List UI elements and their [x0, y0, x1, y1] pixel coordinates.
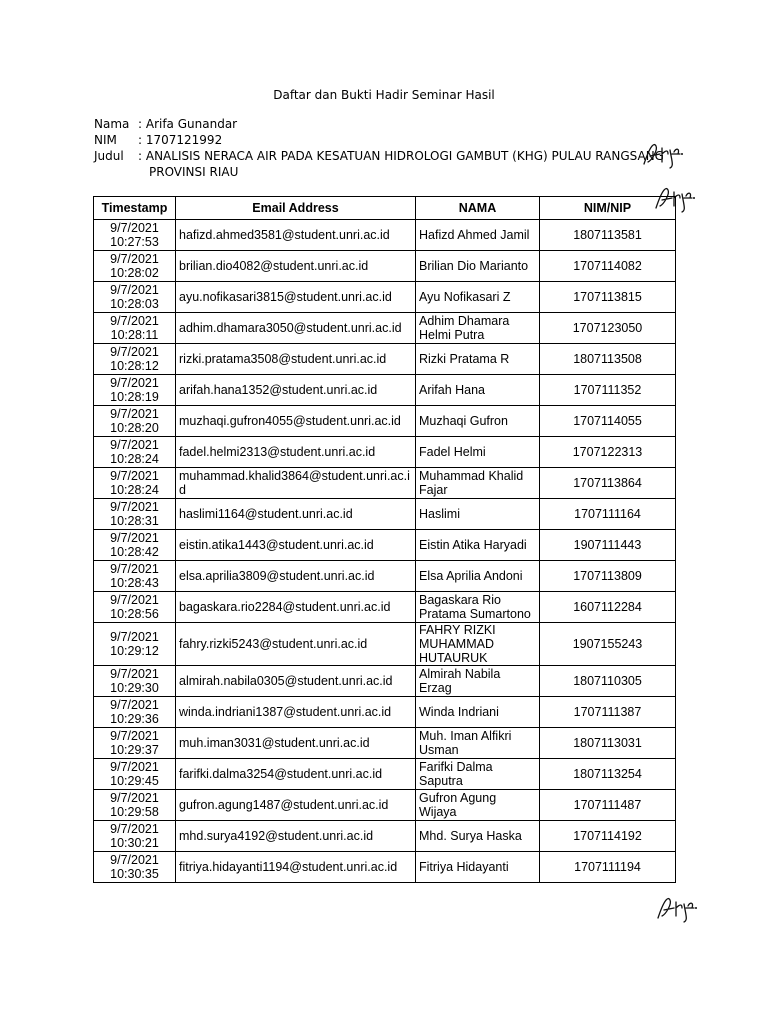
nim-cell: 1807113508: [540, 344, 676, 375]
info-nim: [94, 132, 222, 148]
nama-cell: Brilian Dio Marianto: [416, 251, 540, 282]
timestamp-cell: 9/7/2021 10:29:45: [94, 759, 176, 790]
timestamp-cell: 9/7/2021 10:28:11: [94, 313, 176, 344]
table-row: [94, 220, 676, 251]
table-row: [94, 375, 676, 406]
nama-cell: Bagaskara Rio Pratama Sumartono: [416, 592, 540, 623]
email-cell: farifki.dalma3254@student.unri.ac.id: [176, 759, 416, 790]
table-row: [94, 852, 676, 883]
timestamp-cell: 9/7/2021 10:28:20: [94, 406, 176, 437]
timestamp-cell: 9/7/2021 10:28:42: [94, 530, 176, 561]
page-title: Daftar dan Bukti Hadir Seminar Hasil: [273, 88, 495, 102]
signature-image: [654, 894, 698, 924]
nim-cell: 1907111443: [540, 530, 676, 561]
timestamp-cell: 9/7/2021 10:28:24: [94, 437, 176, 468]
nama-cell: Rizki Pratama R: [416, 344, 540, 375]
nama-cell: Winda Indriani: [416, 697, 540, 728]
timestamp-cell: 9/7/2021 10:29:37: [94, 728, 176, 759]
table-row: [94, 313, 676, 344]
table-row: [94, 623, 676, 666]
table-row: [94, 821, 676, 852]
nama-label: Nama: [94, 117, 130, 131]
nim-cell: 1807113254: [540, 759, 676, 790]
nim-cell: 1707111164: [540, 499, 676, 530]
email-cell: bagaskara.rio2284@student.unri.ac.id: [176, 592, 416, 623]
info-judul: [94, 148, 664, 164]
email-cell: fahry.rizki5243@student.unri.ac.id: [176, 623, 416, 666]
table-row: [94, 530, 676, 561]
table-row: [94, 666, 676, 697]
nim-cell: 1707111352: [540, 375, 676, 406]
email-cell: elsa.aprilia3809@student.unri.ac.id: [176, 561, 416, 592]
judul-value: : ANALISIS NERACA AIR PADA KESATUAN HIDROLOGI GAMBUT (KHG) PULAU RANGSANG: [138, 149, 664, 163]
nama-cell: FAHRY RIZKI MUHAMMAD HUTAURUK: [416, 623, 540, 666]
email-cell: haslimi1164@student.unri.ac.id: [176, 499, 416, 530]
timestamp-cell: 9/7/2021 10:30:21: [94, 821, 176, 852]
table-row: [94, 406, 676, 437]
table-row: [94, 437, 676, 468]
email-cell: hafizd.ahmed3581@student.unri.ac.id: [176, 220, 416, 251]
nama-cell: Adhim Dhamara Helmi Putra: [416, 313, 540, 344]
table-row: [94, 759, 676, 790]
email-cell: almirah.nabila0305@student.unri.ac.id: [176, 666, 416, 697]
email-cell: rizki.pratama3508@student.unri.ac.id: [176, 344, 416, 375]
email-cell: eistin.atika1443@student.unri.ac.id: [176, 530, 416, 561]
nim-cell: 1707111194: [540, 852, 676, 883]
nim-cell: 1707111487: [540, 790, 676, 821]
table-header-row: [94, 197, 676, 220]
email-cell: fitriya.hidayanti1194@student.unri.ac.id: [176, 852, 416, 883]
nim-cell: 1907155243: [540, 623, 676, 666]
email-cell: adhim.dhamara3050@student.unri.ac.id: [176, 313, 416, 344]
nama-value: : Arifa Gunandar: [138, 117, 238, 131]
nim-cell: 1707111387: [540, 697, 676, 728]
timestamp-cell: 9/7/2021 10:28:24: [94, 468, 176, 499]
nim-cell: 1707114055: [540, 406, 676, 437]
nim-cell: 1707113809: [540, 561, 676, 592]
timestamp-cell: 9/7/2021 10:29:58: [94, 790, 176, 821]
email-cell: muhammad.khalid3864@student.unri.ac.id: [176, 468, 416, 499]
nim-label: NIM: [94, 133, 117, 147]
email-cell: ayu.nofikasari3815@student.unri.ac.id: [176, 282, 416, 313]
nama-cell: Fitriya Hidayanti: [416, 852, 540, 883]
email-cell: muh.iman3031@student.unri.ac.id: [176, 728, 416, 759]
nama-cell: Haslimi: [416, 499, 540, 530]
nim-cell: 1707114082: [540, 251, 676, 282]
nama-cell: Farifki Dalma Saputra: [416, 759, 540, 790]
info-nama: [94, 116, 237, 132]
nim-cell: 1707122313: [540, 437, 676, 468]
nama-cell: Ayu Nofikasari Z: [416, 282, 540, 313]
timestamp-cell: 9/7/2021 10:29:36: [94, 697, 176, 728]
table-row: [94, 251, 676, 282]
nim-cell: 1707114192: [540, 821, 676, 852]
nim-cell: 1607112284: [540, 592, 676, 623]
nim-cell: 1807113581: [540, 220, 676, 251]
email-cell: brilian.dio4082@student.unri.ac.id: [176, 251, 416, 282]
header-email: Email Address: [176, 197, 416, 220]
timestamp-cell: 9/7/2021 10:29:30: [94, 666, 176, 697]
nama-cell: Fadel Helmi: [416, 437, 540, 468]
nim-cell: 1707123050: [540, 313, 676, 344]
nama-cell: Eistin Atika Haryadi: [416, 530, 540, 561]
table-row: [94, 468, 676, 499]
judul-value-line2: PROVINSI RIAU: [149, 165, 239, 179]
timestamp-cell: 9/7/2021 10:28:19: [94, 375, 176, 406]
timestamp-cell: 9/7/2021 10:28:02: [94, 251, 176, 282]
nama-cell: Mhd. Surya Haska: [416, 821, 540, 852]
nim-cell: 1807113031: [540, 728, 676, 759]
timestamp-cell: 9/7/2021 10:28:56: [94, 592, 176, 623]
timestamp-cell: 9/7/2021 10:27:53: [94, 220, 176, 251]
attendance-table: [93, 196, 676, 883]
nim-value: : 1707121992: [138, 133, 223, 147]
judul-label: Judul: [94, 149, 124, 163]
timestamp-cell: 9/7/2021 10:28:12: [94, 344, 176, 375]
nama-cell: Muhammad Khalid Fajar: [416, 468, 540, 499]
nama-cell: Muzhaqi Gufron: [416, 406, 540, 437]
table-row: [94, 790, 676, 821]
table-row: [94, 499, 676, 530]
table-row: [94, 561, 676, 592]
nama-cell: Gufron Agung Wijaya: [416, 790, 540, 821]
header-nama: NAMA: [416, 197, 540, 220]
nim-cell: 1707113864: [540, 468, 676, 499]
timestamp-cell: 9/7/2021 10:28:43: [94, 561, 176, 592]
nama-cell: Almirah Nabila Erzag: [416, 666, 540, 697]
table-row: [94, 282, 676, 313]
table-row: [94, 697, 676, 728]
nim-cell: 1807110305: [540, 666, 676, 697]
email-cell: gufron.agung1487@student.unri.ac.id: [176, 790, 416, 821]
nama-cell: Arifah Hana: [416, 375, 540, 406]
nama-cell: Hafizd Ahmed Jamil: [416, 220, 540, 251]
header-nim: NIM/NIP: [540, 197, 676, 220]
table-row: [94, 728, 676, 759]
email-cell: mhd.surya4192@student.unri.ac.id: [176, 821, 416, 852]
email-cell: arifah.hana1352@student.unri.ac.id: [176, 375, 416, 406]
table-row: [94, 344, 676, 375]
nim-cell: 1707113815: [540, 282, 676, 313]
table-row: [94, 592, 676, 623]
email-cell: muzhaqi.gufron4055@student.unri.ac.id: [176, 406, 416, 437]
email-cell: winda.indriani1387@student.unri.ac.id: [176, 697, 416, 728]
header-timestamp: Timestamp: [94, 197, 176, 220]
timestamp-cell: 9/7/2021 10:28:03: [94, 282, 176, 313]
timestamp-cell: 9/7/2021 10:29:12: [94, 623, 176, 666]
nama-cell: Elsa Aprilia Andoni: [416, 561, 540, 592]
timestamp-cell: 9/7/2021 10:30:35: [94, 852, 176, 883]
email-cell: fadel.helmi2313@student.unri.ac.id: [176, 437, 416, 468]
timestamp-cell: 9/7/2021 10:28:31: [94, 499, 176, 530]
nama-cell: Muh. Iman Alfikri Usman: [416, 728, 540, 759]
signature-image: [640, 140, 684, 170]
